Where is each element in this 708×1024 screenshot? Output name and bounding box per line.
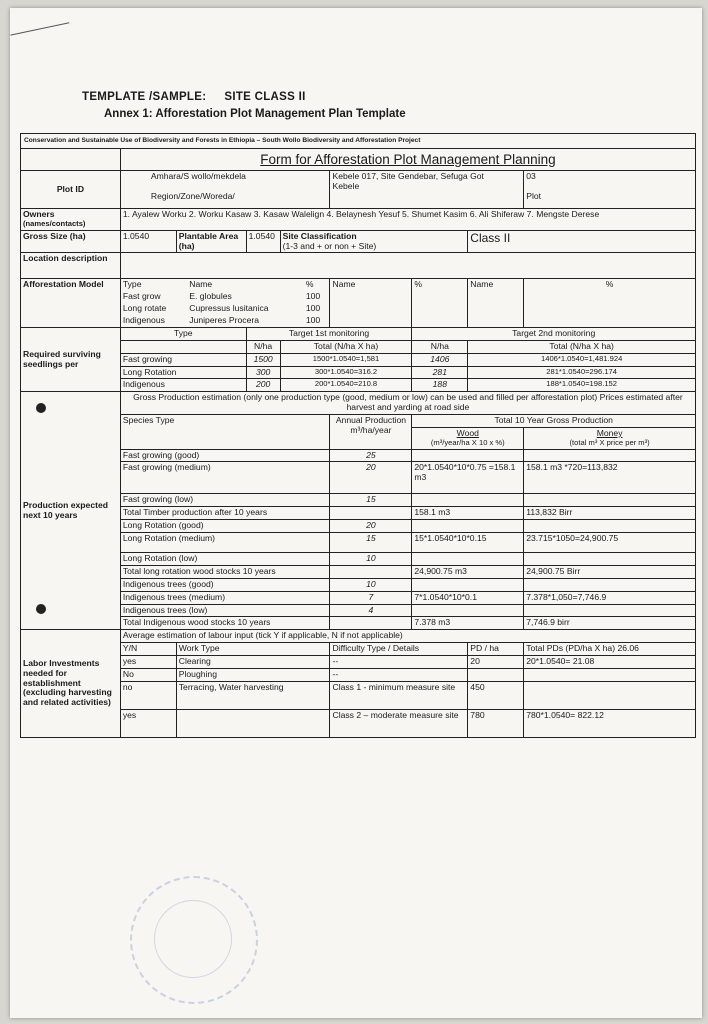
seedlings-row	[21, 379, 696, 392]
production-type: Long Rotation (low)	[120, 553, 330, 566]
production-type: Indigenous trees (low)	[120, 604, 330, 617]
production-row	[21, 507, 696, 520]
production-annual: 4	[330, 604, 412, 617]
production-annual: 10	[330, 553, 412, 566]
labor-row	[21, 668, 696, 681]
production-type: Total long rotation wood stocks 10 years	[120, 565, 330, 578]
production-header-wood-unit: (m³/year/ha X 10 x %)	[430, 437, 505, 447]
labor-difficulty: Class 1 - minimum measure site	[330, 681, 468, 709]
production-wood	[412, 449, 524, 462]
production-row	[21, 553, 696, 566]
production-row	[21, 591, 696, 604]
labor-header-work: Work Type	[176, 643, 330, 656]
production-wood: 20*1.0540*10*0.75 =158.1 m3	[412, 462, 524, 494]
labor-row	[21, 656, 696, 669]
production-wood: 24,900.75 m3	[412, 565, 524, 578]
production-type: Total Indigenous wood stocks 10 years	[120, 617, 330, 630]
labor-yn: No	[120, 668, 176, 681]
seedlings-header-nha: N/ha	[246, 340, 280, 353]
model-header-type: Type	[122, 279, 142, 290]
labor-pd: 20	[468, 656, 524, 669]
labor-total: 20*1.0540= 21.08	[524, 656, 696, 669]
labor-header-pd: PD / ha	[468, 643, 524, 656]
labor-pd: 450	[468, 681, 524, 709]
gross-size-value: 1.0540	[120, 230, 176, 253]
model-row-name: Juniperes Procera	[189, 315, 260, 326]
annex-heading: Annex 1: Afforestation Plot Management Plan Template	[104, 108, 406, 120]
labor-work: Ploughing	[176, 668, 330, 681]
production-type: Fast growing (low)	[120, 494, 330, 507]
labor-work: Clearing	[176, 656, 330, 669]
site-class-label: Site Classification	[282, 230, 357, 241]
kebele-value: Kebele 017, Site Gendebar, Sefuga Got	[332, 171, 484, 182]
production-wood	[412, 604, 524, 617]
model-row-pct: 100	[305, 315, 321, 326]
labor-row	[21, 709, 696, 737]
production-annual: 25	[330, 449, 412, 462]
seedlings-type: Indigenous	[120, 379, 246, 392]
production-type: Indigenous trees (good)	[120, 578, 330, 591]
form-title: Form for Afforestation Plot Management Planning	[120, 148, 695, 171]
model-table	[121, 279, 330, 327]
model-name-col-2: Name	[330, 279, 412, 328]
plantable-area-label: Plantable Area (ha)	[176, 230, 246, 253]
labor-pd: 780	[468, 709, 524, 737]
site-class-value: Class II	[468, 230, 696, 253]
seedlings-header-type: Type	[120, 327, 246, 340]
kebele-label: Kebele	[332, 180, 360, 191]
model-pct-col-2: %	[412, 279, 468, 328]
production-label: Production expected next 10 years	[21, 392, 121, 630]
labor-header-difficulty: Difficulty Type / Details	[330, 643, 468, 656]
production-annual: 10	[330, 578, 412, 591]
production-money: 7.378*1,050=7,746.9	[524, 591, 696, 604]
production-header-wood: Wood	[456, 427, 479, 438]
production-money: 23.715*1050=24,900.75	[524, 533, 696, 553]
seedlings-n2: 188	[412, 379, 468, 392]
production-row	[21, 449, 696, 462]
production-money: 113,832 Birr	[524, 507, 696, 520]
site-class-hint: (1-3 and + or non + Site)	[282, 240, 377, 251]
form-table	[20, 133, 696, 738]
model-header-name: Name	[189, 279, 213, 290]
seedlings-row	[21, 353, 696, 366]
location-label: Location description	[21, 253, 121, 279]
model-row-pct: 100	[305, 303, 321, 314]
production-wood	[412, 494, 524, 507]
production-annual: 20	[330, 462, 412, 494]
production-type: Indigenous trees (medium)	[120, 591, 330, 604]
production-money: 7,746.9 birr	[524, 617, 696, 630]
model-row-name: E. globules	[189, 291, 232, 302]
seedlings-t2: 281*1.0540=296.174	[468, 366, 696, 379]
model-pct-col-3: %	[524, 279, 696, 328]
production-type: Long Rotation (good)	[120, 520, 330, 533]
owners-value: 1. Ayalew Worku 2. Worku Kasaw 3. Kasaw Walelign 4. Belaynesh Yesuf 5. Shumet Kasim 6. Ali Shiferaw 7. Mengste Derese	[120, 209, 695, 231]
labor-label: Labor Investments needed for establishment (excluding harvesting and related activities)	[21, 630, 121, 738]
labor-header-total: Total PDs (PD/ha X ha) 26.06	[524, 643, 696, 656]
seedlings-n1: 200	[246, 379, 280, 392]
pen-mark	[10, 22, 77, 75]
production-header-total10: Total 10 Year Gross Production	[412, 415, 696, 428]
labor-total	[524, 681, 696, 709]
project-line: Conservation and Sustainable Use of Biodiversity and Forests in Ethiopia – South Wollo Biodiversity and Afforestation Project	[21, 134, 696, 149]
seedlings-n2: 281	[412, 366, 468, 379]
production-wood	[412, 520, 524, 533]
production-row	[21, 617, 696, 630]
seedlings-row	[21, 366, 696, 379]
region-value: Amhara/S wollo/mekdela	[150, 171, 246, 182]
location-value	[120, 253, 695, 279]
production-money: 24,900.75 Birr	[524, 565, 696, 578]
plot-number: 03	[526, 171, 536, 182]
seedlings-header-target1: Target 1st monitoring	[246, 327, 412, 340]
labor-yn: yes	[120, 656, 176, 669]
seedlings-n1: 300	[246, 366, 280, 379]
production-row	[21, 533, 696, 553]
production-header-species: Species Type	[120, 415, 330, 449]
labor-yn: no	[120, 681, 176, 709]
labor-difficulty: Class 2 – moderate measure site	[330, 709, 468, 737]
seedlings-header-target2: Target 2nd monitoring	[412, 327, 696, 340]
production-money	[524, 520, 696, 533]
production-annual: 15	[330, 533, 412, 553]
production-type: Fast growing (medium)	[120, 462, 330, 494]
model-row-type: Fast grow	[122, 291, 161, 302]
production-header-money-unit: (total m³ X price per m³)	[569, 437, 650, 447]
production-annual: 7	[330, 591, 412, 604]
plantable-area-value: 1.0540	[246, 230, 280, 253]
labor-note: Average estimation of labour input (tick Y if applicable, N if not applicable)	[120, 630, 695, 643]
labor-yn: yes	[120, 709, 176, 737]
seedlings-t1: 200*1.0540=210.8	[280, 379, 412, 392]
production-header-annual: Annual Production m³/ha/year	[330, 415, 412, 449]
production-row	[21, 604, 696, 617]
production-row	[21, 520, 696, 533]
document-page	[10, 8, 702, 1018]
model-row-type: Indigenous	[122, 315, 165, 326]
template-heading: TEMPLATE /SAMPLE: SITE CLASS II	[82, 91, 306, 103]
production-note: Gross Production estimation (only one production type (good, medium or low) can be used and filled per afforestation plot) Prices estimated after harvest and yarding at road side	[120, 392, 695, 415]
production-row	[21, 462, 696, 494]
production-money	[524, 553, 696, 566]
production-money: 158.1 m3 *720=113,832	[524, 462, 696, 494]
production-money	[524, 494, 696, 507]
seedlings-label: Required surviving seedlings per	[21, 327, 121, 391]
owners-sublabel: (names/contacts)	[23, 218, 86, 228]
gross-size-label: Gross Size (ha)	[21, 230, 121, 253]
production-wood	[412, 578, 524, 591]
seedlings-header-total-2: Total (N/ha X ha)	[468, 340, 696, 353]
production-money	[524, 578, 696, 591]
seedlings-header-nha-2: N/ha	[412, 340, 468, 353]
region-label: Region/Zone/Woreda/	[150, 190, 235, 201]
production-row	[21, 494, 696, 507]
plot-id-label: Plot ID	[21, 171, 121, 209]
production-header-money: Money	[596, 427, 623, 438]
owners-label: Owners	[23, 209, 55, 220]
model-row-pct: 100	[305, 291, 321, 302]
production-wood: 7.378 m3	[412, 617, 524, 630]
faded-stamp	[130, 876, 258, 1004]
seedlings-t2: 1406*1.0540=1,481.924	[468, 353, 696, 366]
production-annual: 20	[330, 520, 412, 533]
production-money	[524, 604, 696, 617]
production-row	[21, 578, 696, 591]
production-wood: 15*1.0540*10*0.15	[412, 533, 524, 553]
production-wood	[412, 553, 524, 566]
labor-total: 780*1.0540= 822.12	[524, 709, 696, 737]
production-type: Fast growing (good)	[120, 449, 330, 462]
seedlings-t1: 1500*1.0540=1,581	[280, 353, 412, 366]
labor-work	[176, 709, 330, 737]
labor-pd	[468, 668, 524, 681]
labor-work: Terracing, Water harvesting	[176, 681, 330, 709]
production-annual: 15	[330, 494, 412, 507]
labor-row	[21, 681, 696, 709]
production-type: Total Timber production after 10 years	[120, 507, 330, 520]
labor-total	[524, 668, 696, 681]
production-annual	[330, 617, 412, 630]
seedlings-n1: 1500	[246, 353, 280, 366]
model-row-type: Long rotate	[122, 303, 167, 314]
production-wood: 7*1.0540*10*0.1	[412, 591, 524, 604]
production-type: Long Rotation (medium)	[120, 533, 330, 553]
model-name-col-3: Name	[468, 279, 524, 328]
model-row-name: Cupressus lusitanica	[189, 303, 269, 314]
model-header-pct: %	[305, 279, 314, 290]
seedlings-type: Long Rotation	[120, 366, 246, 379]
seedlings-header-total: Total (N/ha X ha)	[280, 340, 412, 353]
model-label: Afforestation Model	[21, 279, 121, 328]
production-money	[524, 449, 696, 462]
labor-difficulty: --	[330, 668, 468, 681]
seedlings-t2: 188*1.0540=198.152	[468, 379, 696, 392]
labor-header-yn: Y/N	[120, 643, 176, 656]
production-annual	[330, 565, 412, 578]
plot-label: Plot	[526, 190, 542, 201]
seedlings-n2: 1406	[412, 353, 468, 366]
seedlings-type: Fast growing	[120, 353, 246, 366]
production-wood: 158.1 m3	[412, 507, 524, 520]
seedlings-t1: 300*1.0540=316.2	[280, 366, 412, 379]
production-annual	[330, 507, 412, 520]
production-row	[21, 565, 696, 578]
labor-difficulty: --	[330, 656, 468, 669]
